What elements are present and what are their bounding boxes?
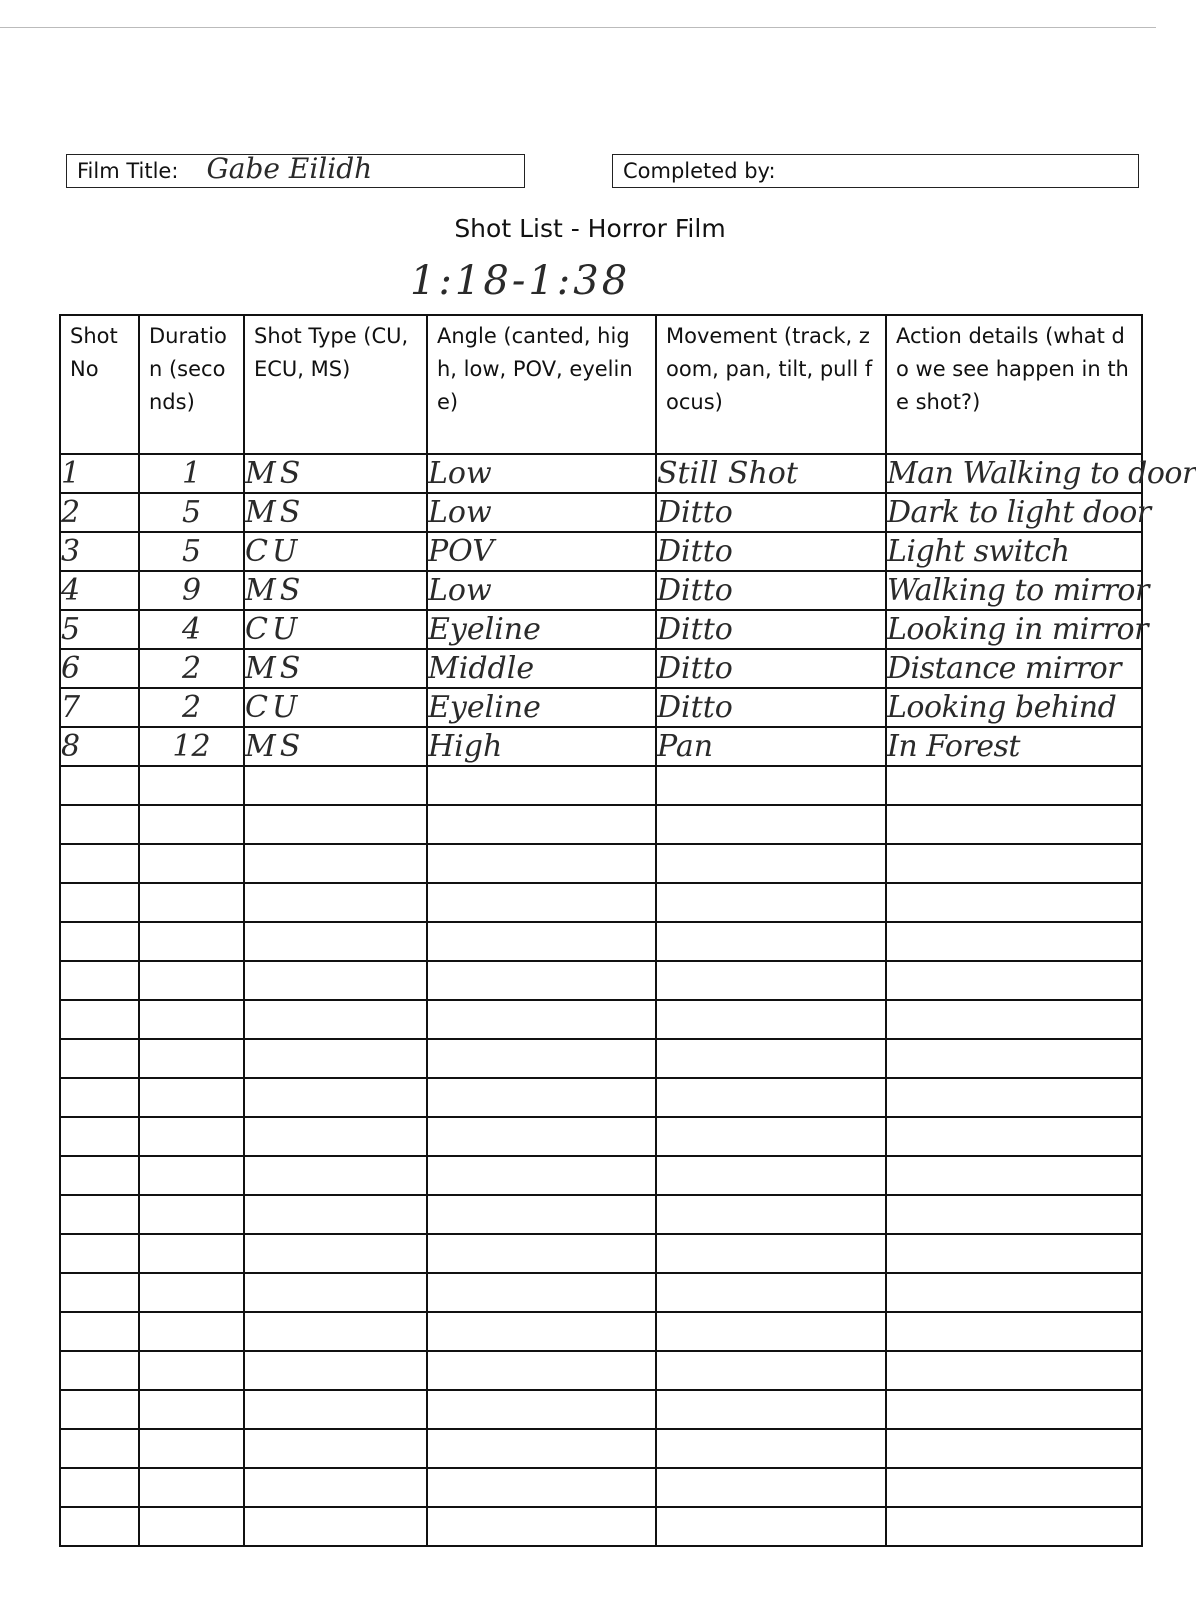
table-row <box>60 1234 1142 1273</box>
cell-duration[interactable] <box>139 1507 244 1546</box>
cell-shot-type[interactable] <box>244 1351 427 1390</box>
table-row <box>60 766 1142 805</box>
table-row <box>60 883 1142 922</box>
table-row <box>60 1117 1142 1156</box>
cell-shot-no[interactable] <box>60 844 139 883</box>
cell-shot-no[interactable]: 5 <box>60 610 139 649</box>
cell-shot-no[interactable] <box>60 1234 139 1273</box>
time-range: 1:18-1:38 <box>410 258 631 304</box>
cell-shot-no[interactable] <box>60 961 139 1000</box>
cell-shot-type[interactable] <box>244 766 427 805</box>
cell-angle[interactable] <box>427 1156 656 1195</box>
cell-duration[interactable] <box>139 1234 244 1273</box>
column-header-duration: Duration (seconds) <box>139 315 244 454</box>
cell-angle[interactable]: Eyeline <box>427 610 656 649</box>
cell-shot-type[interactable]: MS <box>244 454 427 493</box>
column-header-angle: Angle (canted, high, low, POV, eyeline) <box>427 315 656 454</box>
cell-movement[interactable] <box>656 805 886 844</box>
cell-shot-no[interactable]: 4 <box>60 571 139 610</box>
table-header-row <box>60 315 1142 454</box>
column-header-movement: Movement (track, zoom, pan, tilt, pull focus) <box>656 315 886 454</box>
table-row <box>60 1078 1142 1117</box>
cell-movement[interactable] <box>656 1312 886 1351</box>
film-title-label: Film Title: <box>77 159 179 183</box>
cell-shot-type[interactable]: CU <box>244 688 427 727</box>
cell-movement[interactable]: Still Shot <box>656 454 886 493</box>
cell-shot-type[interactable] <box>244 1468 427 1507</box>
cell-shot-no[interactable] <box>60 1039 139 1078</box>
table-row <box>60 1156 1142 1195</box>
cell-action[interactable] <box>886 766 1142 805</box>
cell-action[interactable] <box>886 922 1142 961</box>
cell-duration[interactable] <box>139 961 244 1000</box>
cell-duration[interactable] <box>139 1390 244 1429</box>
cell-angle[interactable] <box>427 1468 656 1507</box>
cell-movement[interactable] <box>656 766 886 805</box>
cell-angle[interactable] <box>427 844 656 883</box>
cell-movement[interactable]: Ditto <box>656 649 886 688</box>
cell-shot-type[interactable]: MS <box>244 571 427 610</box>
column-header-shot-type: Shot Type (CU, ECU, MS) <box>244 315 427 454</box>
cell-action[interactable] <box>886 1195 1142 1234</box>
cell-shot-no[interactable] <box>60 1507 139 1546</box>
cell-shot-type[interactable] <box>244 1234 427 1273</box>
cell-movement[interactable] <box>656 1156 886 1195</box>
table-row <box>60 610 1142 649</box>
cell-action[interactable] <box>886 1468 1142 1507</box>
cell-shot-no[interactable] <box>60 1000 139 1039</box>
cell-action[interactable]: Man Walking to door <box>887 456 1196 491</box>
cell-movement[interactable] <box>656 1078 886 1117</box>
cell-angle[interactable]: Low <box>427 493 656 532</box>
table-row <box>60 1039 1142 1078</box>
film-title-value: Gabe Eilidh <box>206 151 373 185</box>
cell-angle[interactable] <box>427 1351 656 1390</box>
cell-shot-type[interactable]: MS <box>244 649 427 688</box>
table-row <box>60 805 1142 844</box>
cell-shot-type[interactable] <box>244 1312 427 1351</box>
cell-action[interactable] <box>886 1429 1142 1468</box>
cell-shot-no[interactable] <box>60 922 139 961</box>
cell-shot-type[interactable]: MS <box>244 727 427 766</box>
cell-shot-type[interactable] <box>244 1117 427 1156</box>
cell-duration[interactable]: 12 <box>139 727 244 766</box>
cell-shot-no[interactable] <box>60 766 139 805</box>
cell-movement[interactable] <box>656 1351 886 1390</box>
cell-angle[interactable] <box>427 1273 656 1312</box>
cell-movement[interactable]: Ditto <box>656 532 886 571</box>
shot-list-table <box>59 314 1196 1547</box>
table-body <box>60 454 1196 1546</box>
cell-action[interactable] <box>886 1039 1142 1078</box>
cell-duration[interactable] <box>139 883 244 922</box>
cell-shot-type[interactable] <box>244 961 427 1000</box>
cell-duration[interactable] <box>139 766 244 805</box>
cell-action[interactable] <box>886 1078 1142 1117</box>
cell-duration[interactable] <box>139 1273 244 1312</box>
cell-duration[interactable] <box>139 1156 244 1195</box>
table-row <box>60 454 1142 493</box>
cell-angle[interactable] <box>427 1507 656 1546</box>
cell-shot-no[interactable] <box>60 1468 139 1507</box>
cell-shot-type[interactable] <box>244 1273 427 1312</box>
cell-action[interactable] <box>886 1117 1142 1156</box>
cell-action[interactable]: Light switch <box>886 532 1142 571</box>
cell-duration[interactable] <box>139 805 244 844</box>
cell-shot-type[interactable] <box>244 1078 427 1117</box>
cell-angle[interactable] <box>427 805 656 844</box>
cell-angle[interactable] <box>427 1078 656 1117</box>
cell-shot-no[interactable] <box>60 1390 139 1429</box>
cell-shot-no[interactable] <box>60 1351 139 1390</box>
cell-shot-no[interactable]: 1 <box>60 454 139 493</box>
cell-duration[interactable]: 9 <box>139 571 244 610</box>
cell-shot-no[interactable] <box>60 1429 139 1468</box>
completed-by-label: Completed by: <box>623 159 776 183</box>
cell-duration[interactable]: 5 <box>139 532 244 571</box>
table-row <box>60 1507 1142 1546</box>
table-row <box>60 1195 1142 1234</box>
table-row <box>60 961 1142 1000</box>
cell-duration[interactable] <box>139 1468 244 1507</box>
film-title-field[interactable] <box>66 151 525 188</box>
cell-movement[interactable] <box>656 1000 886 1039</box>
cell-movement[interactable]: Ditto <box>656 610 886 649</box>
cell-action[interactable]: Looking in mirror <box>887 612 1148 647</box>
cell-duration[interactable]: 2 <box>139 649 244 688</box>
table-row <box>60 532 1142 571</box>
cell-shot-no[interactable] <box>60 1156 139 1195</box>
cell-shot-type[interactable]: MS <box>244 493 427 532</box>
cell-shot-no[interactable]: 2 <box>60 493 139 532</box>
cell-angle[interactable] <box>427 1000 656 1039</box>
cell-duration[interactable] <box>139 1000 244 1039</box>
cell-shot-type[interactable] <box>244 883 427 922</box>
cell-movement[interactable] <box>656 1468 886 1507</box>
column-header-action: Action details (what do we see happen in the shot?) <box>886 315 1142 454</box>
cell-angle[interactable]: Eyeline <box>427 688 656 727</box>
cell-duration[interactable] <box>139 1312 244 1351</box>
cell-duration[interactable] <box>139 1078 244 1117</box>
cell-action[interactable] <box>886 883 1142 922</box>
cell-duration[interactable] <box>139 1351 244 1390</box>
cell-duration[interactable] <box>139 844 244 883</box>
cell-duration[interactable]: 5 <box>139 493 244 532</box>
cell-shot-type[interactable] <box>244 805 427 844</box>
cell-movement[interactable] <box>656 1507 886 1546</box>
cell-action[interactable] <box>886 1273 1142 1312</box>
cell-shot-no[interactable]: 6 <box>60 649 139 688</box>
cell-shot-no[interactable] <box>60 1312 139 1351</box>
cell-shot-no[interactable] <box>60 883 139 922</box>
cell-shot-type[interactable]: CU <box>244 532 427 571</box>
cell-duration[interactable] <box>139 1429 244 1468</box>
cell-shot-type[interactable] <box>244 1195 427 1234</box>
cell-action[interactable]: In Forest <box>886 727 1142 766</box>
cell-angle[interactable] <box>427 1312 656 1351</box>
cell-shot-no[interactable]: 7 <box>60 688 139 727</box>
cell-angle[interactable] <box>427 766 656 805</box>
cell-duration[interactable]: 4 <box>139 610 244 649</box>
cell-shot-no[interactable] <box>60 805 139 844</box>
cell-angle[interactable]: Low <box>427 454 656 493</box>
cell-action[interactable] <box>886 1156 1142 1195</box>
cell-shot-type[interactable] <box>244 1507 427 1546</box>
table-row <box>60 649 1142 688</box>
cell-shot-no[interactable] <box>60 1273 139 1312</box>
cell-shot-type[interactable] <box>244 1390 427 1429</box>
cell-angle[interactable]: Middle <box>427 649 656 688</box>
cell-action[interactable]: Dark to light door <box>887 495 1151 530</box>
cell-movement[interactable]: Ditto <box>656 493 886 532</box>
cell-duration[interactable]: 2 <box>139 688 244 727</box>
cell-shot-type[interactable] <box>244 1156 427 1195</box>
cell-shot-type[interactable] <box>244 922 427 961</box>
cell-angle[interactable] <box>427 961 656 1000</box>
cell-angle[interactable] <box>427 1039 656 1078</box>
cell-shot-type[interactable] <box>244 1000 427 1039</box>
table-row <box>60 1273 1142 1312</box>
cell-shot-type[interactable] <box>244 844 427 883</box>
table-row <box>60 493 1142 532</box>
cell-movement[interactable] <box>656 883 886 922</box>
cell-angle[interactable] <box>427 1117 656 1156</box>
cell-action[interactable] <box>886 961 1142 1000</box>
cell-movement[interactable]: Ditto <box>656 688 886 727</box>
cell-shot-no[interactable]: 3 <box>60 532 139 571</box>
table-row <box>60 688 1142 727</box>
cell-action[interactable]: Distance mirror <box>886 649 1142 688</box>
table-row <box>60 571 1142 610</box>
cell-movement[interactable] <box>656 1195 886 1234</box>
cell-movement[interactable] <box>656 1273 886 1312</box>
cell-shot-no[interactable] <box>60 1117 139 1156</box>
table-row <box>60 1390 1142 1429</box>
cell-duration[interactable] <box>139 1117 244 1156</box>
document-title: Shot List - Horror Film <box>454 214 726 243</box>
column-header-shot-no: Shot No <box>60 315 139 454</box>
table-row <box>60 1351 1142 1390</box>
table-row <box>60 844 1142 883</box>
cell-angle[interactable]: POV <box>427 532 656 571</box>
table-row <box>60 727 1142 766</box>
completed-by-field[interactable] <box>612 154 1139 188</box>
cell-action[interactable] <box>886 1312 1142 1351</box>
cell-angle[interactable] <box>427 922 656 961</box>
cell-duration[interactable] <box>139 1195 244 1234</box>
cell-action[interactable] <box>886 1234 1142 1273</box>
table-row <box>60 922 1142 961</box>
cell-shot-no[interactable] <box>60 1078 139 1117</box>
cell-movement[interactable] <box>656 1390 886 1429</box>
cell-action[interactable] <box>886 805 1142 844</box>
cell-movement[interactable] <box>656 922 886 961</box>
cell-shot-type[interactable]: CU <box>244 610 427 649</box>
cell-angle[interactable] <box>427 1234 656 1273</box>
cell-action[interactable] <box>886 1507 1142 1546</box>
table-row <box>60 1000 1142 1039</box>
cell-shot-no[interactable]: 8 <box>60 727 139 766</box>
table-row <box>60 1429 1142 1468</box>
cell-movement[interactable] <box>656 1429 886 1468</box>
cell-duration[interactable] <box>139 922 244 961</box>
cell-action[interactable]: Walking to mirror <box>887 573 1149 608</box>
cell-movement[interactable] <box>656 1234 886 1273</box>
cell-angle[interactable] <box>427 1195 656 1234</box>
cell-action[interactable]: Looking behind <box>886 688 1142 727</box>
cell-angle[interactable] <box>427 1390 656 1429</box>
cell-movement[interactable] <box>656 961 886 1000</box>
cell-movement[interactable] <box>656 1039 886 1078</box>
cell-angle[interactable] <box>427 883 656 922</box>
cell-shot-type[interactable] <box>244 1429 427 1468</box>
cell-angle[interactable]: High <box>427 727 656 766</box>
cell-angle[interactable] <box>427 1429 656 1468</box>
cell-duration[interactable]: 1 <box>139 454 244 493</box>
cell-action[interactable] <box>886 1351 1142 1390</box>
cell-duration[interactable] <box>139 1039 244 1078</box>
cell-angle[interactable]: Low <box>427 571 656 610</box>
cell-shot-type[interactable] <box>244 1039 427 1078</box>
cell-movement[interactable] <box>656 844 886 883</box>
cell-shot-no[interactable] <box>60 1195 139 1234</box>
cell-movement[interactable]: Pan <box>656 727 886 766</box>
cell-action[interactable] <box>886 844 1142 883</box>
cell-movement[interactable]: Ditto <box>656 571 886 610</box>
cell-action[interactable] <box>886 1390 1142 1429</box>
page-top-rule <box>0 27 1156 28</box>
table-row <box>60 1468 1142 1507</box>
cell-movement[interactable] <box>656 1117 886 1156</box>
cell-action[interactable] <box>886 1000 1142 1039</box>
table-row <box>60 1312 1142 1351</box>
